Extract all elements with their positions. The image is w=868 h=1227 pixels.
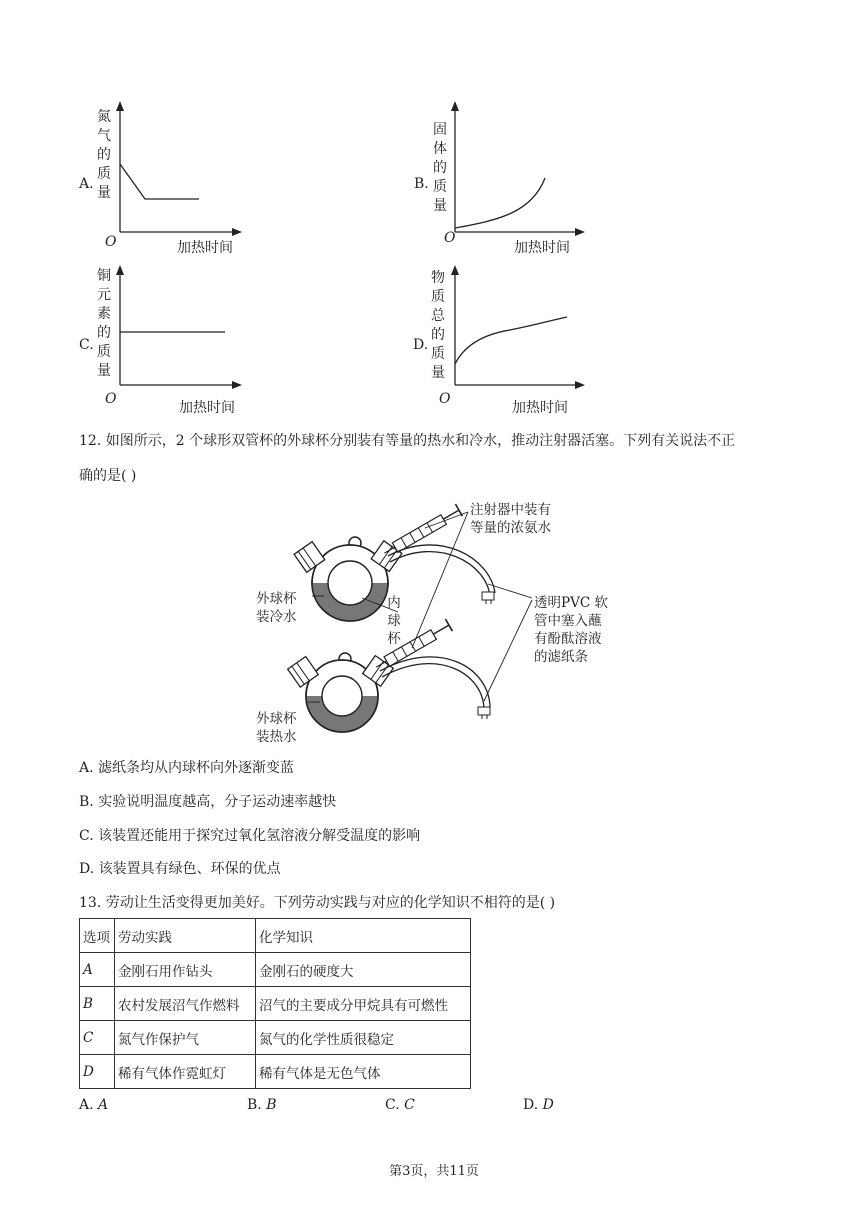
table-header-row bbox=[80, 919, 471, 953]
row-c-knowledge: 氮气的化学性质很稳定 bbox=[256, 1021, 471, 1055]
q12-option-a: A. 滤纸条均从内球杯向外逐渐变蓝 bbox=[79, 760, 295, 776]
q12-stem-line2: 确的是( ) bbox=[79, 468, 137, 484]
graph-c-ylabel: 铜 元 素 的 质 量 bbox=[97, 268, 111, 379]
table-row bbox=[80, 1021, 471, 1055]
option-c-label: C. bbox=[79, 337, 94, 353]
label-outer-cup-cold: 外球杯 装冷水 bbox=[256, 591, 297, 625]
graph-b-xlabel: 加热时间 bbox=[514, 240, 570, 256]
graph-a-xlabel: 加热时间 bbox=[177, 240, 233, 256]
label-pvc-tube: 透明PVC 软 管中塞入蘸 有酚酞溶液 的滤纸条 bbox=[534, 595, 608, 665]
label-inner-cup: 内 球 杯 bbox=[387, 595, 401, 647]
graph-a-origin: O bbox=[105, 234, 117, 250]
graph-a-plot bbox=[105, 100, 245, 240]
q12-option-c: C. 该装置还能用于探究过氧化氢溶液分解受温度的影响 bbox=[79, 828, 421, 844]
graph-b-origin: O bbox=[444, 230, 456, 246]
header-knowledge: 化学知识 bbox=[256, 919, 471, 953]
row-c-practice: 氮气作保护气 bbox=[115, 1021, 256, 1055]
row-d-knowledge: 稀有气体是无色气体 bbox=[256, 1055, 471, 1089]
graph-a-ylabel: 氮 气 的 质 量 bbox=[97, 109, 111, 201]
graph-d-xlabel: 加热时间 bbox=[512, 400, 568, 416]
table-row bbox=[80, 1055, 471, 1089]
lower-double-cup bbox=[288, 653, 394, 732]
row-d-option: D bbox=[80, 1055, 115, 1089]
row-b-practice: 农村发展沼气作燃料 bbox=[115, 987, 256, 1021]
row-a-practice: 金刚石用作钻头 bbox=[115, 953, 256, 987]
q12-stem-line1: 12. 如图所示，2 个球形双管杯的外球杯分别装有等量的热水和冷水，推动注射器活塞。下列有关说法不正 bbox=[79, 433, 736, 449]
row-c-option: C bbox=[80, 1021, 115, 1055]
row-d-practice: 稀有气体作霓虹灯 bbox=[115, 1055, 256, 1089]
q13-table bbox=[79, 918, 471, 1089]
graph-d-plot bbox=[440, 264, 590, 390]
graph-d-origin: O bbox=[439, 391, 451, 407]
option-a-label: A. bbox=[79, 176, 94, 192]
graph-b-ylabel: 固 体 的 质 量 bbox=[433, 122, 447, 214]
option-b-label: B. bbox=[414, 176, 429, 192]
label-outer-cup-hot: 外球杯 装热水 bbox=[256, 711, 297, 745]
label-syringe-ammonia: 注射器中装有 等量的浓氨水 bbox=[470, 502, 551, 536]
q13-option-a: A. A bbox=[79, 1097, 109, 1113]
q13-option-c: C. C bbox=[385, 1097, 415, 1113]
graph-b-plot bbox=[440, 100, 590, 240]
table-row bbox=[80, 987, 471, 1021]
option-d-label: D. bbox=[413, 337, 429, 353]
graph-c-plot bbox=[105, 264, 245, 390]
row-a-knowledge: 金刚石的硬度大 bbox=[256, 953, 471, 987]
table-row bbox=[80, 953, 471, 987]
page-footer: 第3页，共11页 bbox=[389, 1164, 479, 1179]
header-option: 选项 bbox=[80, 919, 115, 953]
row-a-option: A bbox=[80, 953, 115, 987]
q12-option-b: B. 实验说明温度越高，分子运动速率越快 bbox=[79, 794, 337, 810]
graph-c-xlabel: 加热时间 bbox=[179, 400, 235, 416]
header-practice: 劳动实践 bbox=[115, 919, 256, 953]
graph-c-origin: O bbox=[105, 391, 117, 407]
row-b-option: B bbox=[80, 987, 115, 1021]
row-b-knowledge: 沼气的主要成分甲烷具有可燃性 bbox=[256, 987, 471, 1021]
graph-d-ylabel: 物 质 总 的 质 量 bbox=[431, 270, 445, 381]
q13-option-b: B. B bbox=[247, 1097, 277, 1113]
q13-stem: 13. 劳动让生活变得更加美好。下列劳动实践与对应的化学知识不相符的是( ) bbox=[79, 895, 556, 911]
q13-option-d: D. D bbox=[523, 1097, 554, 1113]
q12-option-d: D. 该装置具有绿色、环保的优点 bbox=[79, 861, 281, 877]
